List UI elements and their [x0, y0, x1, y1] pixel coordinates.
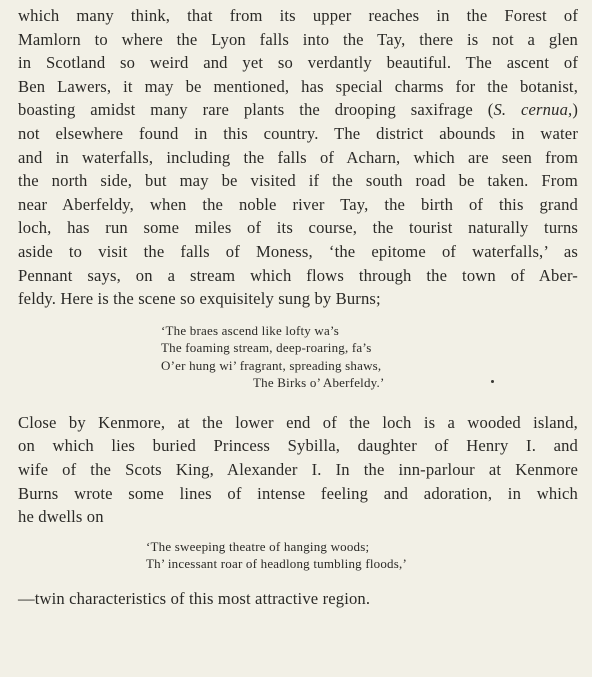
text-line: he dwells on [18, 507, 104, 527]
text-line: Mamlorn to where the Lyon falls into the Tay, there is not a glen [18, 29, 578, 49]
verse-line: ‘The sweeping theatre of hanging woods; [146, 538, 370, 554]
verse-birks-of-aberfeldy [161, 322, 578, 392]
text-line-saxifrage [18, 98, 578, 122]
text-line: not elsewhere found in this country. The district abounds in water [18, 123, 578, 143]
verse-line: Th’ incessant roar of headlong tumbling floods,’ [146, 556, 407, 572]
verse-line: ‘The braes ascend like lofty wa’s [161, 322, 340, 338]
print-speck [491, 380, 494, 383]
paragraph-loch-tay-description [18, 4, 578, 311]
text-line: aside to visit the falls of Moness, ‘the epitome of waterfalls,’ as [18, 241, 578, 261]
verse-line: The Birks o’ Aberfeldy.’ [253, 375, 385, 391]
latin-name: S. cernua, [493, 100, 573, 120]
text-line: wife of the Scots King, Alexander I. In the inn-parlour at Kenmore [18, 459, 578, 479]
text-line: Ben Lawers, it may be mentioned, has special charms for the botanist, [18, 76, 578, 96]
text-line: Close by Kenmore, at the lower end of the loch is a wooded island, [18, 412, 578, 432]
text-segment: boasting amidst many rare plants the drooping saxifrage ( [18, 100, 494, 120]
text-line: Burns wrote some lines of intense feeling and adoration, in which [18, 483, 578, 503]
text-line: loch, has run some miles of its course, the tourist naturally turns [18, 218, 578, 238]
text-line: Pennant says, on a stream which flows through the town of Aber- [18, 265, 578, 285]
verse-line: The foaming stream, deep-roaring, fa’s [161, 340, 372, 356]
text-line: feldy. Here is the scene so exquisitely sung by Burns; [18, 289, 381, 309]
text-line: —twin characteristics of this most attractive region. [18, 588, 371, 608]
text-line: near Aberfeldy, when the noble river Tay, the birth of this grand [18, 194, 578, 214]
verse-kenmore-lines [146, 538, 578, 573]
paragraph-kenmore [18, 411, 578, 529]
paragraph-closing [18, 587, 578, 611]
text-line: the north side, but may be visited if the south road be taken. From [18, 171, 578, 191]
text-line: in Scotland so weird and yet so verdantly beautiful. The ascent of [18, 53, 578, 73]
verse-line: O’er hung wi’ fragrant, spreading shaws, [161, 357, 382, 373]
text-line: on which lies buried Princess Sybilla, daughter of Henry I. and [18, 436, 578, 456]
text-segment: ) [572, 100, 578, 120]
text-line: which many think, that from its upper reaches in the Forest of [18, 6, 578, 25]
text-line: and in waterfalls, including the falls of Acharn, which are seen from [18, 147, 578, 167]
